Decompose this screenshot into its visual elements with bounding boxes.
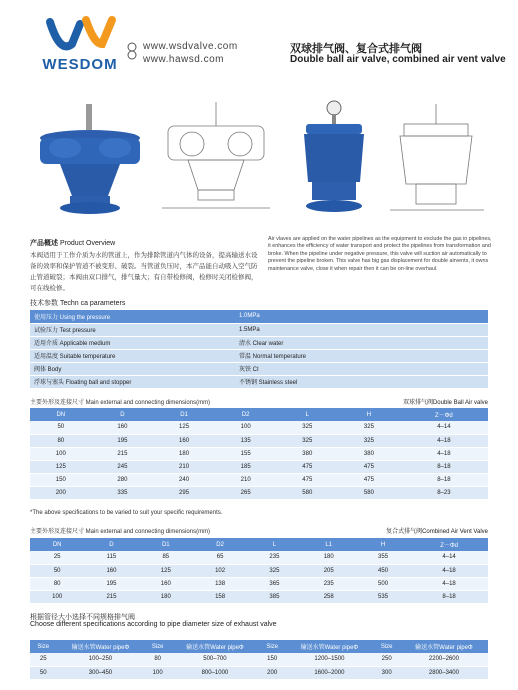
- param-value: 不锈钢 Stainless steel: [235, 375, 488, 388]
- table-cell: 335: [92, 486, 154, 499]
- table-cell: 125: [153, 421, 215, 434]
- table-cell: 102: [193, 564, 247, 577]
- table-cell: 25: [30, 653, 56, 666]
- params-table: [30, 310, 488, 389]
- table-row: [30, 323, 488, 336]
- table-header-row: [30, 538, 488, 551]
- table-cell: 200: [259, 666, 285, 679]
- table-cell: 325: [338, 421, 400, 434]
- page-title-en: Double ball air valve, combined air vent valve: [290, 54, 506, 65]
- table-cell: 475: [277, 460, 339, 473]
- table-row: [30, 590, 488, 603]
- table-row: [30, 473, 488, 486]
- table-row: [30, 486, 488, 499]
- sizes-title-cn: 根据管径大小选择不同规格排气阀: [30, 614, 135, 621]
- website-list: [143, 40, 238, 66]
- table-cell: 180: [139, 590, 193, 603]
- table-cell: 125: [30, 460, 92, 473]
- column-header: D: [92, 408, 154, 421]
- double-ball-valve-photo: [30, 98, 150, 228]
- table-cell: 180: [153, 447, 215, 460]
- table-cell: 185: [215, 460, 277, 473]
- table-cell: 210: [215, 473, 277, 486]
- param-key: 浮球与塞头 Floating ball and stopper: [30, 375, 235, 388]
- param-key: 试验压力 Test pressure: [30, 323, 235, 336]
- table-row: [30, 349, 488, 362]
- brand-name: WESDOM: [42, 56, 118, 73]
- table-cell: 50: [30, 421, 92, 434]
- table-cell: 4–14: [400, 421, 488, 434]
- table-cell: 500–700: [171, 653, 259, 666]
- table-cell: 8–18: [400, 473, 488, 486]
- param-value: 常温 Normal temperature: [235, 349, 488, 362]
- overview-text-cn: 本阀适用于工作介质为水的管道上，作为排除管道内气体的设备，提高输送水设备的效率和保护管道不被变形、破裂。当管道负压时，本产品能自动吸入空气防止管道破裂；本阀由双口排气，排气量大；有自带检修阀，检修时关闭检修阀，可在线检修。: [30, 252, 258, 292]
- table-cell: 115: [84, 551, 138, 564]
- params-title-cn: 技术参数: [30, 300, 58, 307]
- column-header: Z－Φd: [400, 408, 488, 421]
- dim2-caption: 主要外形及连接尺寸 Main external and connecting dimensions(mm): [30, 529, 211, 535]
- param-value: 1.5MPa: [235, 323, 488, 336]
- table-cell: 235: [302, 577, 356, 590]
- table-cell: 80: [30, 577, 84, 590]
- page-header: [0, 0, 518, 88]
- table-cell: 100: [215, 421, 277, 434]
- sizes-title-en: Choose different specifications according to pipe diameter size of exhaust valve: [30, 621, 277, 628]
- param-value: 灰铁 CI: [235, 362, 488, 375]
- column-header: DN: [30, 538, 84, 551]
- table-cell: 50: [30, 564, 84, 577]
- column-header: D1: [153, 408, 215, 421]
- table-cell: 300–450: [56, 666, 144, 679]
- page-title-cn: 双球排气阀、复合式排气阀: [290, 43, 422, 55]
- table-cell: 85: [139, 551, 193, 564]
- table-cell: 138: [193, 577, 247, 590]
- table-cell: 475: [338, 473, 400, 486]
- table-cell: 8–18: [410, 590, 488, 603]
- table-cell: 475: [338, 460, 400, 473]
- column-header: D: [84, 538, 138, 551]
- combined-valve-drawing: [386, 98, 488, 228]
- table-cell: 195: [92, 434, 154, 447]
- table-cell: 800–1000: [171, 666, 259, 679]
- dim1-caption: 主要外形及连接尺寸 Main external and connecting dimensions(mm): [30, 400, 211, 406]
- column-header: 输送水管Water pipeΦ: [56, 640, 144, 653]
- table-cell: 1200–1500: [285, 653, 373, 666]
- overview-text-en: Air vlaves are applied on the water pipelines as the equipment to exclude the gas in pipelines, it enhances the efficiency of water transport and protect the pipelines from transformation and broke. When the pipeline under negative pressure, this valve will suction air automatically to prevent the pipeline broken. This valve has big gas displacement for double airvents, it owns maintenance valve, close it when repair then it can be on-line overhaul.: [268, 236, 492, 272]
- table-row: [30, 310, 488, 323]
- table-cell: 8–23: [400, 486, 488, 499]
- table-row: [30, 577, 488, 590]
- column-header: 输送水管Water pipeΦ: [171, 640, 259, 653]
- table-cell: 325: [338, 434, 400, 447]
- table-cell: 195: [84, 577, 138, 590]
- table-cell: 100: [144, 666, 170, 679]
- table-cell: 235: [247, 551, 301, 564]
- table-cell: 365: [247, 577, 301, 590]
- table-header-row: [30, 408, 488, 421]
- table-row: [30, 362, 488, 375]
- table-row: [30, 421, 488, 434]
- table-cell: 158: [193, 590, 247, 603]
- table-row: [30, 551, 488, 564]
- param-value: 清水 Clear water: [235, 336, 488, 349]
- param-key: 使用压力 Using the pressure: [30, 310, 235, 323]
- table-cell: 150: [30, 473, 92, 486]
- table-cell: 4–18: [400, 447, 488, 460]
- table-cell: 4–18: [410, 564, 488, 577]
- column-header: DN: [30, 408, 92, 421]
- table-cell: 280: [92, 473, 154, 486]
- overview-title-cn: 产品概述: [30, 240, 58, 247]
- table-cell: 80: [30, 434, 92, 447]
- column-header: L1: [302, 538, 356, 551]
- table-cell: 380: [277, 447, 339, 460]
- column-header: H: [338, 408, 400, 421]
- column-header: D2: [193, 538, 247, 551]
- table-cell: 50: [30, 666, 56, 679]
- table-cell: 100: [30, 447, 92, 460]
- column-header: 输送水管Water pipeΦ: [285, 640, 373, 653]
- table-cell: 160: [92, 421, 154, 434]
- sizes-table: [30, 640, 488, 680]
- table-cell: 155: [215, 447, 277, 460]
- table-cell: 8–18: [400, 460, 488, 473]
- table-cell: 215: [92, 447, 154, 460]
- params-title-en: Techn ca parameters: [59, 300, 126, 307]
- table-cell: 325: [277, 434, 339, 447]
- combined-valve-photo: [288, 98, 378, 228]
- table-row: [30, 460, 488, 473]
- table-cell: 200: [30, 486, 92, 499]
- table-cell: 135: [215, 434, 277, 447]
- table-cell: 150: [259, 653, 285, 666]
- table-cell: 160: [84, 564, 138, 577]
- column-header: L: [277, 408, 339, 421]
- table-row: [30, 666, 488, 679]
- logo-mark-icon: [30, 14, 130, 58]
- table-cell: 180: [302, 551, 356, 564]
- table-cell: 325: [247, 564, 301, 577]
- table-cell: 205: [302, 564, 356, 577]
- table-row: [30, 375, 488, 388]
- table-cell: 385: [247, 590, 301, 603]
- website-link[interactable]: www.wsdvalve.com: [143, 41, 238, 52]
- table-cell: 240: [153, 473, 215, 486]
- table-cell: 355: [356, 551, 410, 564]
- table-cell: 580: [338, 486, 400, 499]
- param-key: 阀体 Body: [30, 362, 235, 375]
- dim2-table: [30, 538, 488, 604]
- table-row: [30, 434, 488, 447]
- spec-note: *The above specifications to be varied to suit your specific requirements.: [30, 510, 223, 516]
- dim1-table: [30, 408, 488, 500]
- param-value: 1.0MPa: [235, 310, 488, 323]
- table-cell: 4–18: [400, 434, 488, 447]
- wesdom-logo: [30, 14, 130, 80]
- table-cell: 80: [144, 653, 170, 666]
- column-header: H: [356, 538, 410, 551]
- table-cell: 295: [153, 486, 215, 499]
- table-cell: 500: [356, 577, 410, 590]
- table-cell: 100–250: [56, 653, 144, 666]
- column-header: Size: [373, 640, 399, 653]
- table-row: [30, 336, 488, 349]
- table-cell: 25: [30, 551, 84, 564]
- table-cell: 475: [277, 473, 339, 486]
- table-cell: 2200–2600: [400, 653, 488, 666]
- table-cell: 535: [356, 590, 410, 603]
- table-cell: 1600–2000: [285, 666, 373, 679]
- table-cell: 250: [373, 653, 399, 666]
- column-header: Size: [259, 640, 285, 653]
- column-header: Z－Φd: [410, 538, 488, 551]
- table-cell: 380: [338, 447, 400, 460]
- column-header: D2: [215, 408, 277, 421]
- column-header: 输送水管Water pipeΦ: [400, 640, 488, 653]
- column-header: Size: [144, 640, 170, 653]
- dim2-product-label: 复合式排气阀Combined Air Vent Valve: [386, 529, 488, 535]
- table-header-row: [30, 640, 488, 653]
- column-header: D1: [139, 538, 193, 551]
- table-cell: 65: [193, 551, 247, 564]
- table-cell: 2800–3400: [400, 666, 488, 679]
- table-row: [30, 653, 488, 666]
- product-images: [30, 98, 488, 228]
- table-cell: 100: [30, 590, 84, 603]
- table-cell: 4–14: [410, 551, 488, 564]
- dim1-product-label: 双球排气阀Double Ball Air valve: [402, 400, 488, 406]
- table-cell: 245: [92, 460, 154, 473]
- table-row: [30, 447, 488, 460]
- table-cell: 300: [373, 666, 399, 679]
- overview-heading: [30, 238, 115, 248]
- params-heading: [30, 298, 125, 308]
- table-cell: 160: [153, 434, 215, 447]
- overview-title-en: Product Overview: [59, 240, 116, 247]
- table-cell: 580: [277, 486, 339, 499]
- table-cell: 325: [277, 421, 339, 434]
- column-header: Size: [30, 640, 56, 653]
- table-cell: 265: [215, 486, 277, 499]
- table-row: [30, 564, 488, 577]
- globe-icon: [126, 42, 138, 60]
- table-cell: 450: [356, 564, 410, 577]
- table-cell: 125: [139, 564, 193, 577]
- column-header: L: [247, 538, 301, 551]
- table-cell: 215: [84, 590, 138, 603]
- table-cell: 258: [302, 590, 356, 603]
- table-cell: 4–18: [410, 577, 488, 590]
- double-ball-valve-drawing: [158, 98, 274, 228]
- table-cell: 210: [153, 460, 215, 473]
- param-key: 适用介质 Applicable medium: [30, 336, 235, 349]
- website-link[interactable]: www.hawsd.com: [143, 54, 224, 65]
- table-cell: 160: [139, 577, 193, 590]
- param-key: 适用温度 Suitable temperature: [30, 349, 235, 362]
